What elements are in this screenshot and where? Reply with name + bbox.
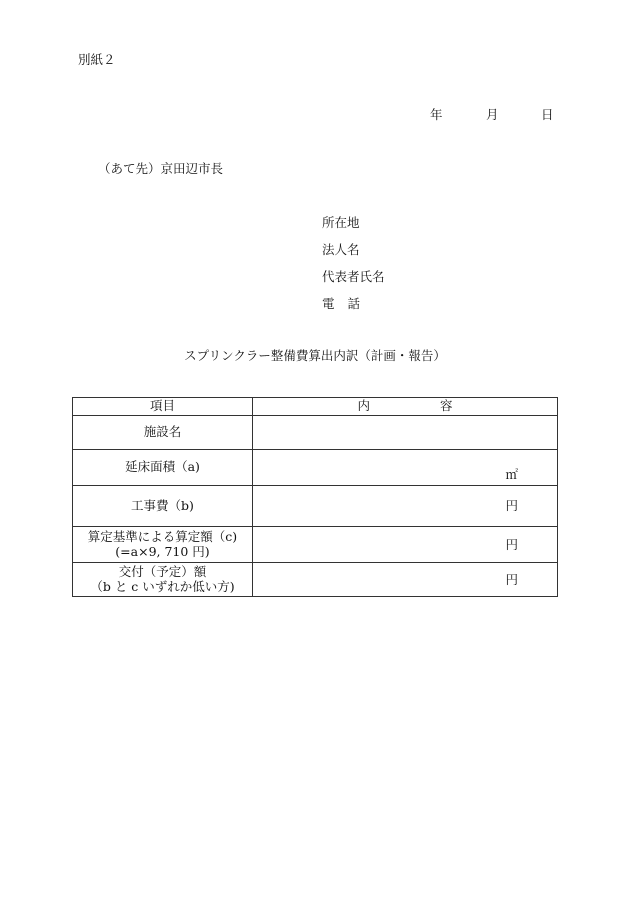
grant-amount-label-line2: （b と c いずれか低い方) xyxy=(90,578,235,594)
tel-label-first: 電 xyxy=(322,296,335,311)
header-item: 項目 xyxy=(73,398,253,416)
header-contents xyxy=(253,398,558,416)
yen-unit: 円 xyxy=(505,497,518,513)
facility-name-label: 施設名 xyxy=(73,416,253,450)
construction-cost-label: 工事費（b) xyxy=(73,486,253,527)
applicant-telephone-label xyxy=(322,298,360,311)
document-title: スプリンクラー整備費算出内訳（計画・報告） xyxy=(184,348,446,363)
table-row-standard-amount xyxy=(73,527,558,563)
applicant-location-label: 所在地 xyxy=(322,215,360,230)
grant-amount-label xyxy=(73,563,253,597)
header-contents-first: 内 xyxy=(357,398,370,414)
date-year-label: 年 xyxy=(430,107,443,122)
table-row-construction-cost xyxy=(73,486,558,527)
header-contents-second: 容 xyxy=(440,398,453,414)
table-row-grant-amount xyxy=(73,563,558,597)
table-row-facility xyxy=(73,416,558,450)
table-row-floor-area xyxy=(73,450,558,486)
floor-area-value[interactable] xyxy=(253,450,558,486)
date-day-label: 日 xyxy=(541,107,554,122)
addressee: （あて先）京田辺市長 xyxy=(98,161,224,176)
applicant-representative-label: 代表者氏名 xyxy=(322,269,385,284)
grant-amount-value[interactable] xyxy=(253,563,558,597)
yen-unit: 円 xyxy=(505,536,518,552)
facility-name-value[interactable] xyxy=(253,416,558,450)
date-month-label: 月 xyxy=(486,107,499,122)
grant-amount-label-line1: 交付（予定）額 xyxy=(118,564,207,580)
standard-amount-value[interactable] xyxy=(253,527,558,563)
tel-label-second: 話 xyxy=(347,296,361,311)
table-header-row xyxy=(73,398,558,416)
yen-unit: 円 xyxy=(505,571,518,587)
square-meter-unit: ㎡ xyxy=(505,466,518,482)
document-number: 別紙２ xyxy=(78,52,116,67)
standard-amount-label-line2: (=a×9, 710 円) xyxy=(115,543,210,559)
applicant-corporation-label: 法人名 xyxy=(322,242,360,257)
floor-area-label: 延床面積（a) xyxy=(73,450,253,486)
standard-amount-label-line1: 算定基準による算定額（c) xyxy=(87,529,238,545)
cost-breakdown-table xyxy=(72,397,558,597)
construction-cost-value[interactable] xyxy=(253,486,558,527)
standard-amount-label xyxy=(73,527,253,563)
